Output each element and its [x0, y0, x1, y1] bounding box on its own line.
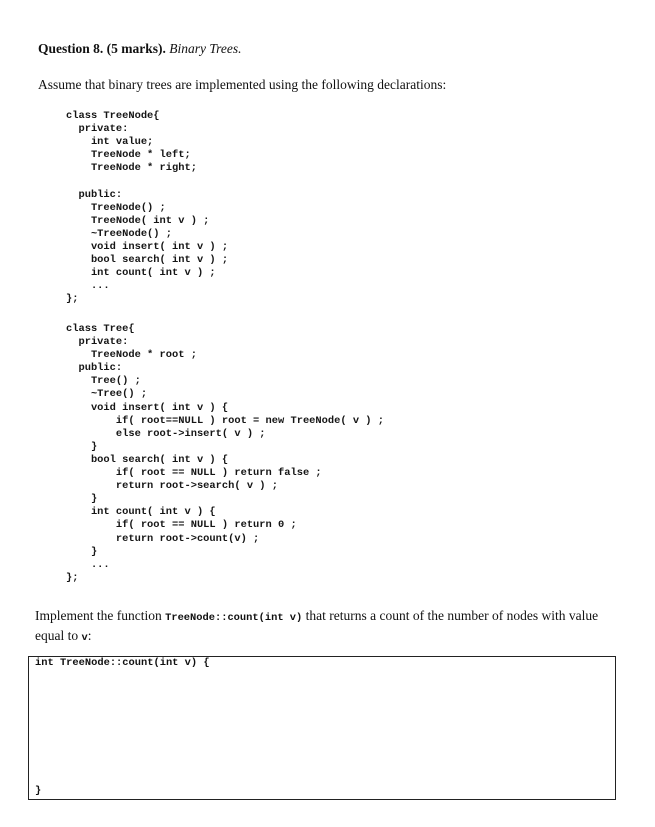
task-text-after: : [87, 628, 92, 643]
task-text-before: Implement the function [35, 608, 166, 623]
task-text-middle: that returns a count of the number of nodes with value equal to [35, 608, 599, 643]
answer-closing-brace: } [35, 785, 42, 797]
answer-signature: int TreeNode::count(int v) { [35, 657, 210, 669]
task-function-name: TreeNode::count(int v) [165, 612, 303, 624]
answer-writing-area[interactable] [35, 673, 609, 783]
intro-text: Assume that binary trees are implemented using the following declarations: [38, 77, 447, 92]
task-instruction [35, 607, 625, 647]
task-variable: v [81, 632, 88, 644]
question-topic: Binary Trees. [169, 41, 242, 56]
tree-class-code: class Tree{ private: TreeNode * root ; public: Tree() ; ~Tree() ; void insert( int v ) { if( root==NULL ) root = new TreeNode( v ) ; else root->insert( v ) ; } bool search( int v ) { if( root == NULL ) return false ; return root->search( v ) ; } int count( int v ) { if( root == NULL ) return 0 ; return root->count(v) ; } ... }; [66, 323, 385, 584]
question-title [38, 41, 242, 57]
treenode-class-code: class TreeNode{ private: int value; TreeNode * left; TreeNode * right; public: TreeNode() ; TreeNode( int v ) ; ~TreeNode() ; void insert( int v ) ; bool search( int v ) ; int count( int v ) ; ... }; [66, 110, 229, 306]
answer-box [28, 656, 616, 800]
question-number-marks: Question 8. (5 marks). [38, 41, 166, 56]
